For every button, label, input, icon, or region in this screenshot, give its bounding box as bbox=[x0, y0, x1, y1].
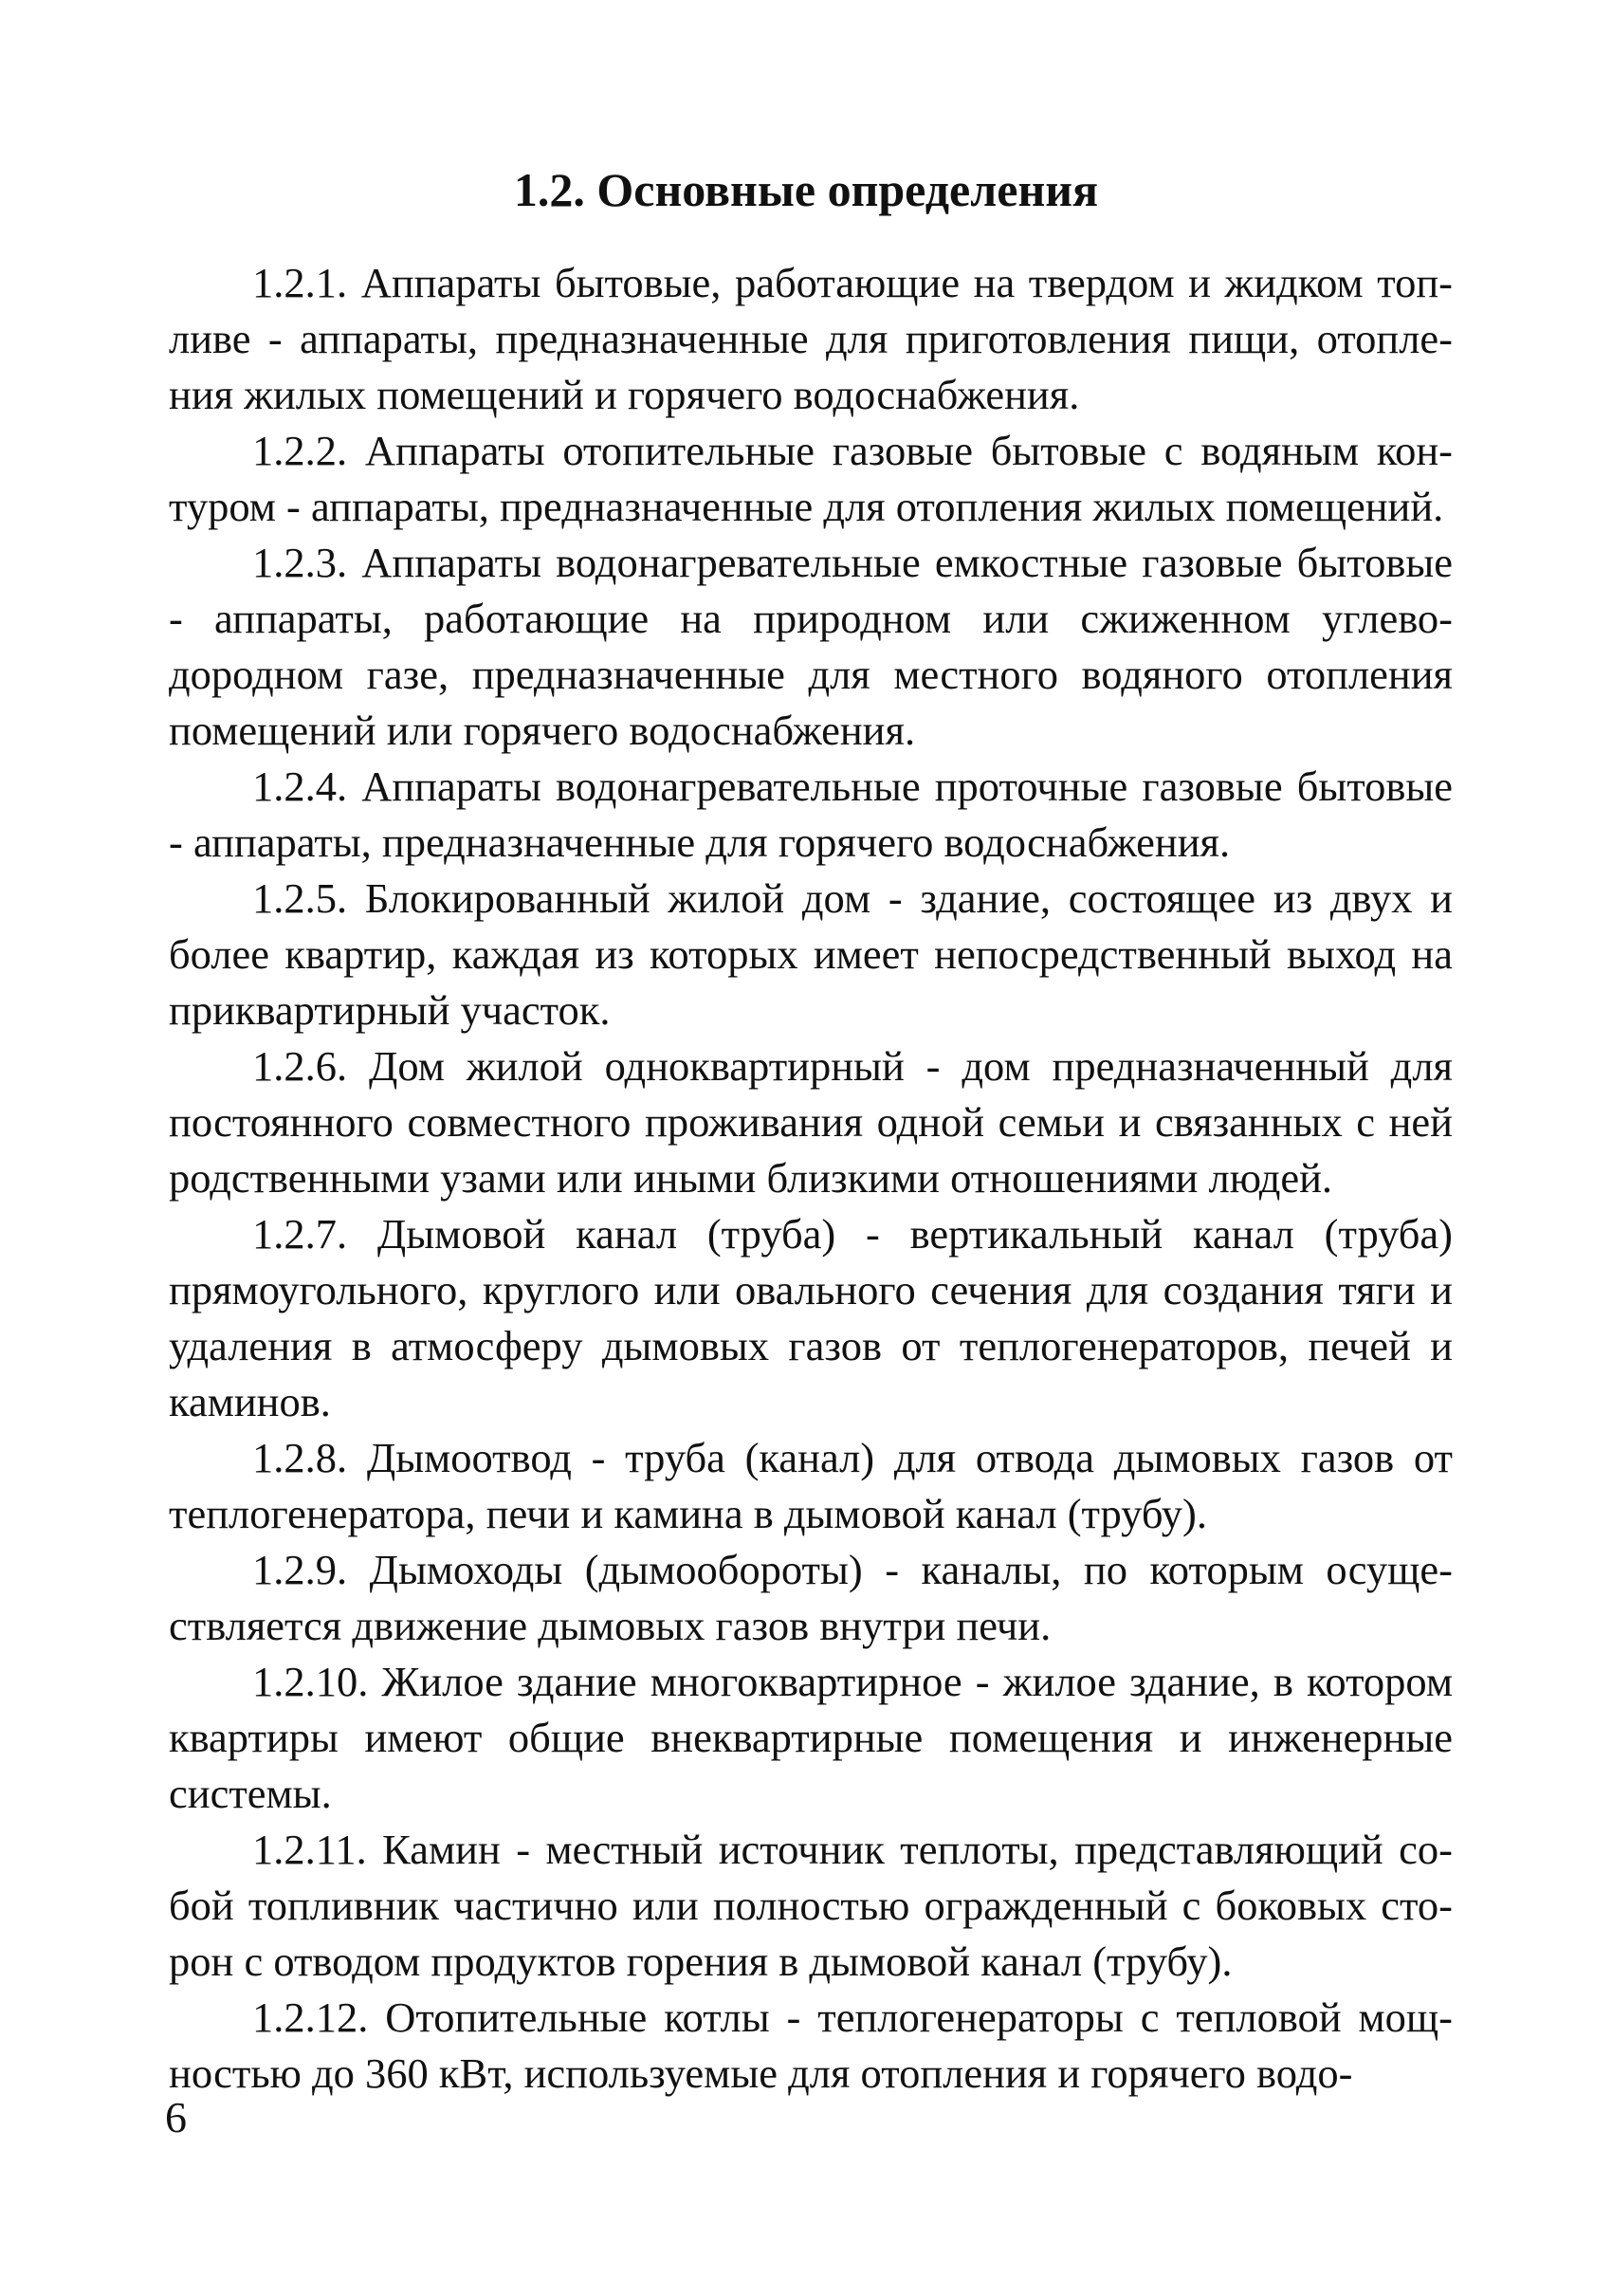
definition-paragraph: 1.2.3. Аппараты водонагревательные емкостные газовые бытовые - аппараты, работающие на природном или сжиженном углеводородном газе, предназначенные для местного водяного отопления помещений или горячего водоснабжения. bbox=[169, 539, 1453, 754]
definition-paragraph: 1.2.2. Аппараты отопительные газовые бытовые с водяным контуром - аппараты, предназначенные для отопления жилых помещений. bbox=[169, 427, 1453, 530]
definition-paragraph: 1.2.4. Аппараты водонагревательные проточные газовые бытовые - аппараты, предназначенные для горячего водоснабжения. bbox=[169, 762, 1453, 866]
definition-paragraph: 1.2.7. Дымовой канал (труба) - вертикальный канал (труба) прямоугольного, круглого или овального сечения для создания тяги и удаления в атмосферу дымовых газов от теплогенераторов, печей и каминов. bbox=[169, 1210, 1453, 1425]
definition-paragraph: 1.2.1. Аппараты бытовые, работающие на твердом и жидком топливе - аппараты, предназначенные для приготовления пищи, отопления жилых помещений и горячего водоснабжения. bbox=[169, 259, 1453, 418]
definition-paragraph: 1.2.9. Дымоходы (дымообороты) - каналы, по которым осуществляется движение дымовых газов внутри печи. bbox=[169, 1546, 1453, 1649]
section-title: 1.2. Основные определения bbox=[513, 163, 1099, 216]
definitions-body bbox=[169, 255, 1453, 2102]
definition-paragraph: 1.2.11. Камин - местный источник теплоты, представляющий собой топливник частично или полностью огражденный с боковых сторон с отводом продуктов горения в дымовой канал (трубу). bbox=[169, 1826, 1453, 1985]
definition-paragraph: 1.2.6. Дом жилой одноквартирный - дом предназначенный для постоянного совместного проживания одной семьи и связанных с ней родственными узами или иными близкими отношениями людей. bbox=[169, 1042, 1453, 1202]
definition-paragraph: 1.2.12. Отопительные котлы - теплогенераторы с тепловой мощностью до 360 кВт, используемые для отопления и горячего водо- bbox=[169, 1993, 1453, 2097]
definition-paragraph: 1.2.5. Блокированный жилой дом - здание, состоящее из двух и более квартир, каждая из которых имеет непосредственный выход на приквартирный участок. bbox=[169, 874, 1453, 1034]
page-number: 6 bbox=[165, 2093, 187, 2141]
definition-paragraph: 1.2.8. Дымоотвод - труба (канал) для отвода дымовых газов от теплогенератора, печи и камина в дымовой канал (трубу). bbox=[169, 1434, 1453, 1537]
definition-paragraph: 1.2.10. Жилое здание многоквартирное - жилое здание, в котором квартиры имеют общие внеквартирные помещения и инженерные системы. bbox=[169, 1658, 1453, 1817]
